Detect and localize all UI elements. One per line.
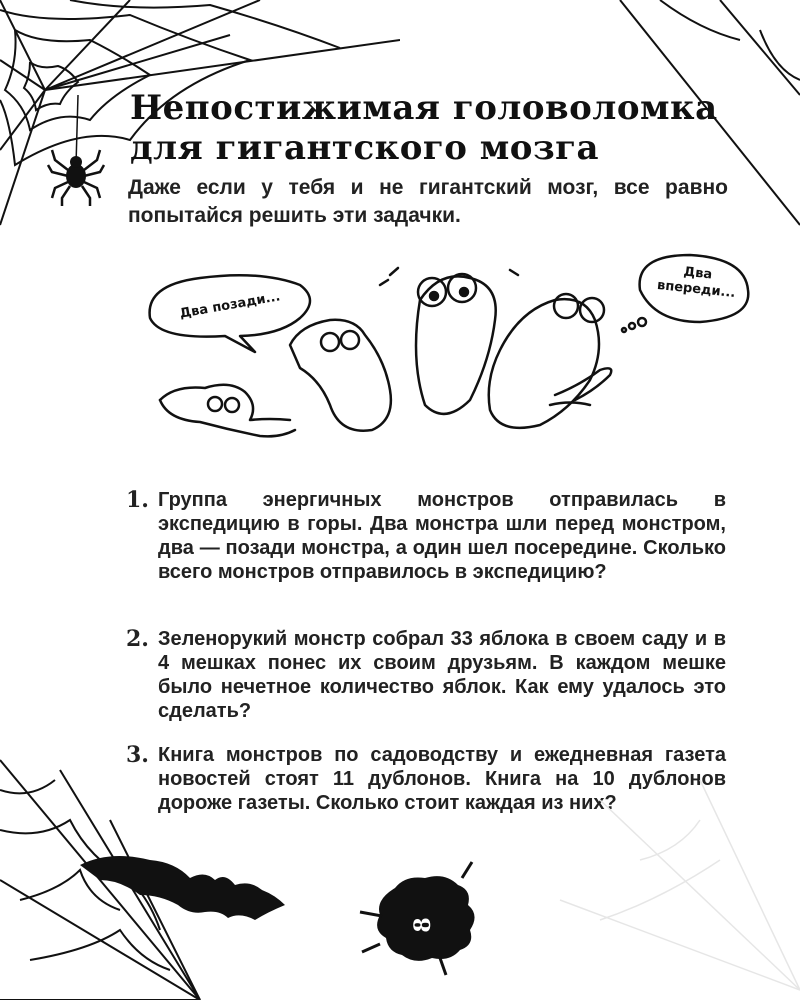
title-line-1: Непостижимая головоломка xyxy=(130,88,718,128)
intro-text: Даже если у тебя и не гигантский мозг, все равно попытайся решить эти задачки. xyxy=(128,176,728,227)
question-number: 3. xyxy=(126,742,149,768)
question-text: Книга монстров по садоводству и ежедневная газета новостей стоят 11 дублонов. Книга на 10 дублонов дороже газеты. Сколько стоит каждая из них? xyxy=(158,744,726,814)
title-line-2: для гигантского мозга xyxy=(130,128,600,168)
bubble-right-line-1: Два xyxy=(682,264,713,283)
bat-icon xyxy=(80,856,285,920)
question-text: Группа энергичных монстров отправилась в экспедицию в горы. Два монстра шли перед монстром, два — позади монстра, а один шел посередине. Сколько всего монстров отправилось в экспедицию? xyxy=(158,489,726,583)
question-number: 1. xyxy=(126,487,149,513)
question-number: 2. xyxy=(126,626,149,652)
page-number: 8 xyxy=(410,917,436,933)
speech-bubble-left-text: Два позади... xyxy=(178,289,282,322)
question-text: Зеленорукий монстр собрал 33 яблока в своем саду и в 4 мешках понес их своим друзьям. В каждом мешке было нечетное количество яблок. Как ему удалось это сделать? xyxy=(158,628,726,722)
bubble-right-line-2: впереди... xyxy=(656,277,737,302)
